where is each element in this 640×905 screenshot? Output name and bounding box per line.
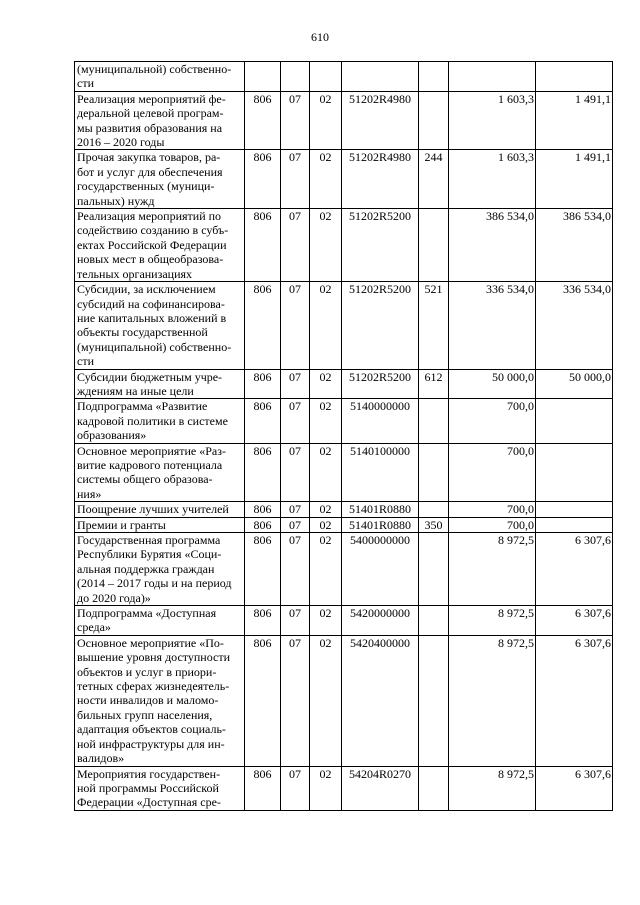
item-name-line: (2014 – 2017 годы и на период	[77, 576, 232, 591]
item-name-cell	[75, 399, 245, 443]
section-code-cell: 07	[281, 443, 310, 502]
item-name-line: ждениям на иные цели	[77, 383, 194, 398]
table-row	[75, 443, 613, 502]
item-name-line: сти	[77, 354, 94, 369]
target-item-code-cell: 51401R0880	[342, 502, 419, 517]
table-row	[75, 209, 613, 282]
amount-first-year-cell: 700,0	[449, 502, 536, 517]
item-name-line: до 2020 года)»	[77, 590, 151, 605]
table-row	[75, 62, 613, 92]
table-row	[75, 766, 613, 810]
amount-second-year-cell	[536, 443, 613, 502]
item-name-line: системы общего образова-	[77, 472, 213, 487]
item-name-cell	[75, 766, 245, 810]
table-row	[75, 517, 613, 532]
target-item-code-cell: 5420000000	[342, 606, 419, 636]
item-name-line: адаптация объектов социаль-	[77, 722, 226, 737]
item-name-line: Поощрение лучших учителей	[77, 502, 229, 517]
amount-first-year-cell: 8 972,5	[449, 635, 536, 766]
target-item-code-cell: 5400000000	[342, 533, 419, 606]
subsection-code-cell: 02	[310, 635, 342, 766]
amount-first-year-cell: 700,0	[449, 517, 536, 532]
target-item-code-cell: 51202R5200	[342, 209, 419, 282]
item-name-line: кадровой политики в системе	[77, 413, 228, 428]
item-name-line: Субсидии, за исключением	[77, 282, 216, 297]
target-item-code-cell: 51202R5200	[342, 282, 419, 369]
amount-second-year-cell: 1 491,1	[536, 150, 613, 209]
department-code-cell: 806	[245, 91, 281, 150]
expense-type-code-cell	[419, 91, 449, 150]
department-code-cell: 806	[245, 517, 281, 532]
subsection-code-cell: 02	[310, 399, 342, 443]
section-code-cell: 07	[281, 209, 310, 282]
table-row	[75, 399, 613, 443]
target-item-code-cell	[342, 62, 419, 92]
item-name-line: Реализация мероприятий по	[77, 209, 222, 224]
item-name-line: государственных (муници-	[77, 179, 215, 194]
section-code-cell: 07	[281, 606, 310, 636]
item-name-line: ной инфраструктуры для ин-	[77, 736, 225, 751]
item-name-line: вышение уровня доступности	[77, 650, 231, 665]
item-name-line: Подпрограмма «Доступная	[77, 606, 217, 621]
amount-second-year-cell: 6 307,6	[536, 606, 613, 636]
table-row	[75, 369, 613, 399]
subsection-code-cell: 02	[310, 91, 342, 150]
budget-table	[74, 61, 613, 811]
section-code-cell: 07	[281, 766, 310, 810]
expense-type-code-cell	[419, 635, 449, 766]
item-name-line: (муниципальной) собственно-	[77, 62, 232, 76]
amount-second-year-cell	[536, 399, 613, 443]
department-code-cell: 806	[245, 635, 281, 766]
subsection-code-cell: 02	[310, 533, 342, 606]
department-code-cell: 806	[245, 502, 281, 517]
item-name-line: ной программы Российской	[77, 780, 219, 795]
item-name-line: ния»	[77, 486, 102, 501]
item-name-line: сти	[77, 76, 94, 91]
target-item-code-cell: 51202R4980	[342, 91, 419, 150]
expense-type-code-cell: 521	[419, 282, 449, 369]
expense-type-code-cell	[419, 209, 449, 282]
target-item-code-cell: 5140100000	[342, 443, 419, 502]
amount-second-year-cell: 6 307,6	[536, 635, 613, 766]
section-code-cell	[281, 62, 310, 92]
item-name-line: новых мест в общеобразова-	[77, 252, 224, 267]
item-name-line: образования»	[77, 428, 147, 443]
department-code-cell: 806	[245, 369, 281, 399]
subsection-code-cell: 02	[310, 369, 342, 399]
item-name-cell	[75, 91, 245, 150]
table-row	[75, 635, 613, 766]
item-name-cell	[75, 369, 245, 399]
department-code-cell	[245, 62, 281, 92]
item-name-line: валидов»	[77, 751, 125, 766]
department-code-cell: 806	[245, 399, 281, 443]
target-item-code-cell: 51202R4980	[342, 150, 419, 209]
department-code-cell: 806	[245, 606, 281, 636]
department-code-cell: 806	[245, 209, 281, 282]
amount-first-year-cell: 336 534,0	[449, 282, 536, 369]
item-name-line: субсидий на софинансирова-	[77, 296, 225, 311]
item-name-line: Подпрограмма «Развитие	[77, 399, 208, 414]
target-item-code-cell: 5420400000	[342, 635, 419, 766]
section-code-cell: 07	[281, 399, 310, 443]
subsection-code-cell: 02	[310, 150, 342, 209]
subsection-code-cell: 02	[310, 282, 342, 369]
item-name-line: бильных групп населения,	[77, 707, 213, 722]
page-number: 610	[311, 30, 329, 44]
item-name-line: Прочая закупка товаров, ра-	[77, 150, 221, 165]
item-name-cell	[75, 502, 245, 517]
table-row	[75, 533, 613, 606]
section-code-cell: 07	[281, 502, 310, 517]
item-name-line: ектах Российской Федерации	[77, 237, 227, 252]
item-name-line: пальных) нужд	[77, 193, 155, 208]
item-name-cell	[75, 62, 245, 92]
amount-second-year-cell: 50 000,0	[536, 369, 613, 399]
amount-first-year-cell: 700,0	[449, 399, 536, 443]
amount-second-year-cell: 1 491,1	[536, 91, 613, 150]
amount-second-year-cell: 6 307,6	[536, 766, 613, 810]
expense-type-code-cell	[419, 606, 449, 636]
amount-first-year-cell: 50 000,0	[449, 369, 536, 399]
subsection-code-cell: 02	[310, 502, 342, 517]
target-item-code-cell: 51401R0880	[342, 517, 419, 532]
amount-first-year-cell: 8 972,5	[449, 766, 536, 810]
table-row	[75, 502, 613, 517]
item-name-cell	[75, 150, 245, 209]
department-code-cell: 806	[245, 533, 281, 606]
amount-second-year-cell	[536, 502, 613, 517]
item-name-line: ние капитальных вложений в	[77, 310, 227, 325]
item-name-line: содействию созданию в субъ-	[77, 223, 229, 238]
expense-type-code-cell	[419, 533, 449, 606]
expense-type-code-cell	[419, 502, 449, 517]
department-code-cell: 806	[245, 282, 281, 369]
subsection-code-cell: 02	[310, 766, 342, 810]
item-name-cell	[75, 635, 245, 766]
table-row	[75, 606, 613, 636]
table-row	[75, 282, 613, 369]
item-name-cell	[75, 606, 245, 636]
expense-type-code-cell	[419, 766, 449, 810]
item-name-line: бот и услуг для обеспечения	[77, 164, 223, 179]
section-code-cell: 07	[281, 282, 310, 369]
expense-type-code-cell: 244	[419, 150, 449, 209]
item-name-line: деральной целевой програм-	[77, 106, 224, 121]
amount-first-year-cell: 8 972,5	[449, 533, 536, 606]
item-name-line: Республики Бурятия «Соци-	[77, 547, 222, 562]
budget-table-body	[75, 62, 613, 811]
section-code-cell: 07	[281, 635, 310, 766]
item-name-cell	[75, 517, 245, 532]
section-code-cell: 07	[281, 150, 310, 209]
amount-first-year-cell: 1 603,3	[449, 91, 536, 150]
item-name-line: Субсидии бюджетным учре-	[77, 369, 223, 384]
item-name-line: Премии и гранты	[77, 517, 166, 532]
department-code-cell: 806	[245, 150, 281, 209]
expense-type-code-cell: 350	[419, 517, 449, 532]
item-name-line: Государственная программа	[77, 533, 221, 547]
item-name-line: витие кадрового потенциала	[77, 457, 223, 472]
item-name-line: среда»	[77, 620, 111, 635]
amount-first-year-cell: 700,0	[449, 443, 536, 502]
section-code-cell: 07	[281, 91, 310, 150]
subsection-code-cell	[310, 62, 342, 92]
item-name-cell	[75, 282, 245, 369]
department-code-cell: 806	[245, 766, 281, 810]
amount-first-year-cell	[449, 62, 536, 92]
item-name-line: Мероприятия государствен-	[77, 766, 221, 781]
subsection-code-cell: 02	[310, 209, 342, 282]
amount-second-year-cell: 386 534,0	[536, 209, 613, 282]
amount-first-year-cell: 386 534,0	[449, 209, 536, 282]
amount-second-year-cell: 6 307,6	[536, 533, 613, 606]
target-item-code-cell: 51202R5200	[342, 369, 419, 399]
department-code-cell: 806	[245, 443, 281, 502]
amount-second-year-cell: 336 534,0	[536, 282, 613, 369]
section-code-cell: 07	[281, 533, 310, 606]
item-name-line: 2016 – 2020 годы	[77, 135, 165, 150]
item-name-line: Основное мероприятие «По-	[77, 635, 224, 650]
target-item-code-cell: 5140000000	[342, 399, 419, 443]
subsection-code-cell: 02	[310, 606, 342, 636]
item-name-cell	[75, 443, 245, 502]
item-name-line: (муниципальной) собственно-	[77, 339, 232, 354]
expense-type-code-cell	[419, 62, 449, 92]
amount-second-year-cell	[536, 62, 613, 92]
item-name-line: объектов и услуг в приори-	[77, 664, 217, 679]
item-name-line: Федерации «Доступная сре-	[77, 795, 221, 810]
item-name-line: мы развития образования на	[77, 120, 223, 135]
item-name-line: альная поддержка граждан	[77, 561, 215, 576]
section-code-cell: 07	[281, 369, 310, 399]
item-name-line: ности инвалидов и маломо-	[77, 693, 219, 708]
amount-first-year-cell: 1 603,3	[449, 150, 536, 209]
amount-second-year-cell	[536, 517, 613, 532]
expense-type-code-cell: 612	[419, 369, 449, 399]
item-name-line: Реализация мероприятий фе-	[77, 91, 226, 106]
subsection-code-cell: 02	[310, 517, 342, 532]
section-code-cell: 07	[281, 517, 310, 532]
item-name-line: тельных организациях	[77, 266, 193, 281]
subsection-code-cell: 02	[310, 443, 342, 502]
expense-type-code-cell	[419, 399, 449, 443]
target-item-code-cell: 54204R0270	[342, 766, 419, 810]
item-name-line: Основное мероприятие «Раз-	[77, 443, 226, 458]
expense-type-code-cell	[419, 443, 449, 502]
item-name-line: тетных сферах жизнедеятель-	[77, 679, 230, 694]
item-name-cell	[75, 533, 245, 606]
amount-first-year-cell: 8 972,5	[449, 606, 536, 636]
item-name-cell	[75, 209, 245, 282]
table-row	[75, 150, 613, 209]
table-row	[75, 91, 613, 150]
item-name-line: объекты государственной	[77, 325, 208, 340]
